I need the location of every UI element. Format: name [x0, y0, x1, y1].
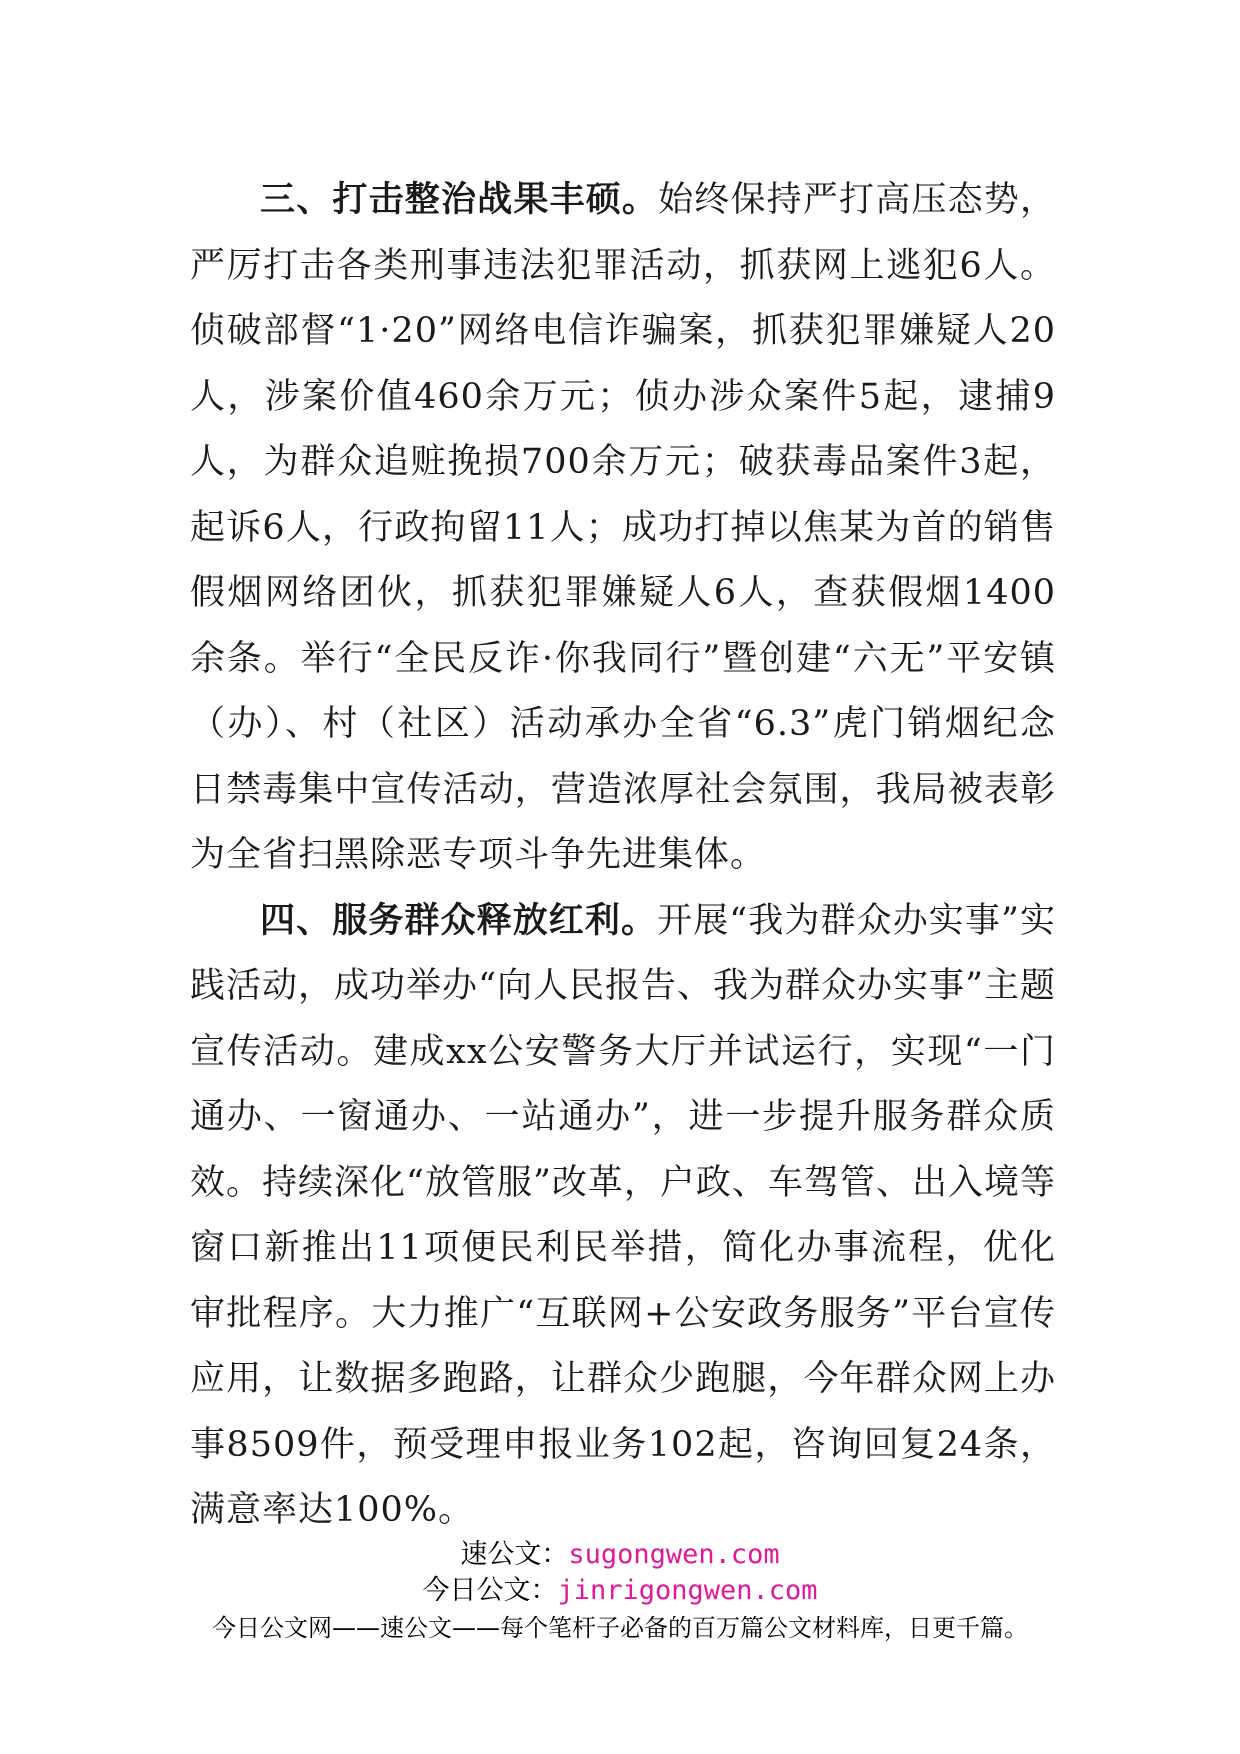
footer-jinrigongwen-label: 今日公文：: [422, 1575, 558, 1606]
footer-jinrigongwen-link[interactable]: jinrigongwen.com: [557, 1575, 818, 1606]
document-body: [190, 168, 1056, 1544]
footer-tagline: 今日公文网——速公文——每个笔杆子必备的百万篇公文材料库，日更千篇。: [212, 1614, 1028, 1642]
paragraph-section-4: [190, 889, 1056, 1544]
section-heading-3: 三、打击整治战果丰硕。: [260, 180, 659, 220]
footer-sugongwen-label: 速公文：: [460, 1539, 569, 1570]
section-heading-4: 四、服务群众释放红利。: [260, 900, 658, 941]
footer-sugongwen: [0, 1538, 1240, 1572]
footer-jinrigongwen: [0, 1574, 1240, 1608]
section-text-4: 开展“我为群众办实事”实践活动，成功举办“向人民报告、我为群众办实事”主题宣传活动。建成xx公安警务大厅并试运行，实现“一门通办、一窗通办、一站通办”，进一步提升服务群众质效。持续深化“放管服”改革，户政、车驾管、出入境等窗口新推出11项便民利民举措，简化办事流程，优化审批程序。大力推广“互联网+公安政务服务”平台宣传应用，让数据多跑路，让群众少跑腿，今年群众网上办事8509件，预受理申报业务102起，咨询回复24条，满意率达100%。: [190, 900, 1056, 1530]
footer-sugongwen-link[interactable]: sugongwen.com: [568, 1539, 780, 1570]
section-text-3: 始终保持严打高压态势，严厉打击各类刑事违法犯罪活动，抓获网上逃犯6人。侦破部督“1·20”网络电信诈骗案，抓获犯罪嫌疑人20人，涉案价值460余万元；侦办涉众案件5起，逮捕9人，为群众追赃挽损700余万元；破获毒品案件3起，起诉6人，行政拘留11人；成功打掉以焦某为首的销售假烟网络团伙，抓获犯罪嫌疑人6人，查获假烟1400余条。举行“全民反诈·你我同行”暨创建“六无”平安镇（办）、村（社区）活动承办全省“6.3”虎门销烟纪念日禁毒集中宣传活动，营造浓厚社会氛围，我局被表彰为全省扫黑除恶专项斗争先进集体。: [190, 180, 1056, 875]
paragraph-section-3: [190, 168, 1056, 889]
